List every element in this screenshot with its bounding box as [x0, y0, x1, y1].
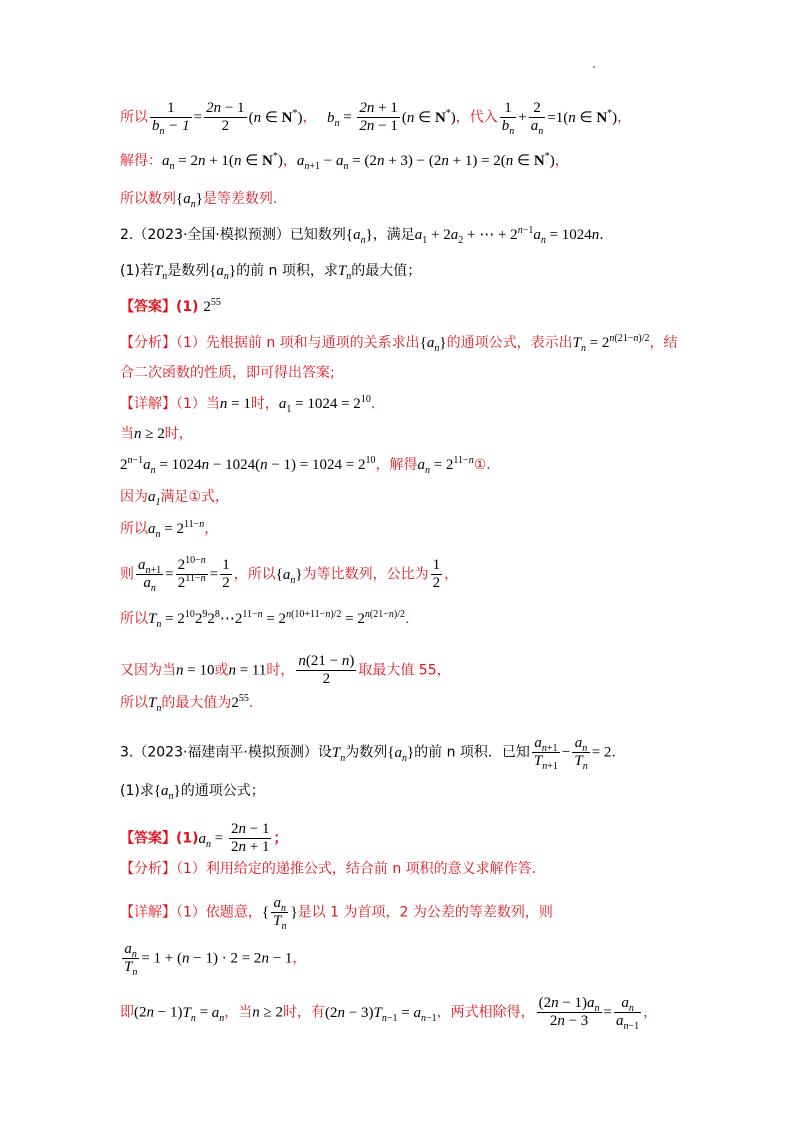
text: ， — [292, 950, 307, 967]
line-p1-1: 所以 $\frac{1}{b_n - 1}$ = $\frac{2n - 1}{2}$ (n ∈ N*)， $b_n$ = $\frac{2n + 1}{2n - 1}$ (n ∈ N*)，代入 $\frac{1}{b_n}$ + $\frac{2}{a_n}$ =1(n ∈ N*)， — [120, 100, 632, 137]
line-p1-2: 解得：$a_n = 2n + 1(n$ ∈ N*)，$a_{n+1} - a_n = (2n + 3) - (2n + 1) = 2(n$ ∈ N*)， — [120, 151, 569, 172]
q2-also: 又因为当n = 10或n = 11时， $\frac{n(21 - n)}{2}$ 取最大值 55， — [120, 653, 451, 687]
q3-answer: 【答案】$(1)a_n$ = $\frac{2n - 1}{2n + 1}$ ； — [120, 821, 288, 855]
text: 为数列 — [345, 744, 388, 761]
math-fraction: $\frac{2}{a_n}$ — [530, 100, 544, 137]
math-fraction: $\frac{a_n}{T_n}$ — [124, 941, 138, 978]
text: 所以 — [120, 611, 148, 627]
math-fraction: $\frac{a_{n+1}}{T_{n+1}}$ — [533, 735, 558, 772]
q2-so3: 所以$T_n$的最大值为$2^{55}$. — [120, 693, 254, 714]
text: (1)若 — [120, 263, 154, 279]
math-fraction: $\frac{a_n}{a_{n-1}}$ — [616, 995, 640, 1032]
text: 因为 — [120, 489, 148, 505]
q2-because: 因为$a_1$满足①式， — [120, 489, 230, 508]
text: 所以数列 — [120, 191, 176, 207]
text: 的前 n 项积，求 — [236, 263, 338, 279]
text: 即 — [120, 1004, 134, 1021]
text: 所以 — [120, 695, 148, 711]
q2-analysis-2 — [120, 363, 740, 383]
text: ， — [643, 1004, 658, 1021]
answer-tag: 【答案】 — [120, 830, 176, 847]
text: 所以 — [120, 521, 148, 537]
text: ①. — [473, 457, 491, 473]
text: (1)求 — [120, 783, 154, 799]
text: 的通项公式； — [180, 783, 265, 799]
text: （1）依题意， — [176, 904, 262, 921]
line-p1-3: 所以数列$\{a_n\}$是等差数列. — [120, 191, 278, 210]
math-fraction: $\frac{a_{n+1}}{a_n}$ — [138, 557, 162, 594]
math-fraction: $\frac{2n - 1}{2}$ — [206, 100, 245, 134]
math-fraction: $\frac{1}{2}$ — [432, 557, 441, 591]
q3-analysis — [120, 859, 740, 879]
text: 的最大值； — [351, 263, 422, 279]
math-fraction: $\frac{2n + 1}{2n - 1}$ — [359, 100, 398, 134]
text: 是数列 — [167, 263, 210, 279]
math-fraction: $\frac{2n - 1}{2n + 1}$ — [231, 821, 270, 855]
text: 又因为当 — [120, 662, 176, 679]
text: 时， — [266, 662, 295, 679]
detail-tag: 【详解】 — [120, 904, 176, 921]
analysis-tag: 【分析】 — [120, 335, 176, 351]
math-fraction: $\frac{1}{b_n}$ — [501, 100, 515, 137]
q2-then: 则 $\frac{a_{n+1}}{a_n}$ = $\frac{2^{10-n}}{2^{11-n}}$ = $\frac{1}{2}$ ，所以$\{a_n\}$为等比数列，公比为 $\frac{1}{2}$ ， — [120, 555, 459, 594]
q2-when2: 当n ≥ 2时， — [120, 426, 193, 442]
q2-equation: $2^{n-1}a_n = 1024n - 1024(n - 1) = 1024 = 2^{10}$，解得$a_n$ = $2^{11-n}①$. — [120, 455, 491, 476]
text: 的通项公式，表示出 — [446, 335, 573, 351]
text: 取最大值 55， — [358, 662, 451, 679]
text: 合二次函数的性质，即可得出答案; — [120, 365, 335, 381]
text: 2.（2023·全国·模拟预测）已知数列 — [120, 227, 346, 243]
detail-tag: 【详解】 — [120, 396, 176, 412]
math-fraction: $\frac{n(21 - n)}{2}$ — [298, 653, 355, 687]
text: 的最大值为 — [161, 695, 232, 711]
text: 的前 n 项积．已知 — [414, 744, 530, 761]
math-fraction: $\frac{1}{b_n - 1}$ — [152, 100, 190, 137]
text: 时，有 — [283, 1004, 326, 1021]
text: （1）当 — [176, 396, 220, 412]
q2-sub1: (1)若$T_n$是数列$\{a_n\}$的前 n 项积，求$T_n$的最大值； — [120, 263, 422, 282]
text: （1）利用给定的递推公式，结合前 n 项积的意义求解作答. — [176, 861, 537, 877]
analysis-tag: 【分析】 — [120, 861, 176, 877]
math-fraction: $\frac{a_n}{T_n}$ — [574, 735, 588, 772]
text: ，结 — [649, 335, 678, 351]
text: (1) — [176, 830, 199, 847]
text: ，两式相除得， — [436, 1004, 535, 1021]
text: ， — [282, 153, 297, 169]
text: ， — [554, 153, 569, 169]
text: 时， — [164, 426, 193, 442]
text: 为等比数列，公比为 — [302, 566, 429, 583]
text: 时， — [250, 396, 279, 412]
q2-detail: 【详解】（1）当n = 1时，$a_1 = 1024 = 2^{10}$. — [120, 394, 376, 415]
q3-eq: $\frac{a_n}{T_n}$ = 1 + (n − 1) · 2 = 2n − 1， — [124, 941, 307, 978]
text: . — [248, 695, 254, 711]
text: ， — [617, 109, 632, 126]
text: ； — [273, 830, 288, 847]
q2-analysis: 【分析】（1）先根据前 n 项和与通项的关系求出$\{a_n\}$的通项公式，表示出$T_n = 2^{n(21-n)/2}$，结 — [120, 333, 678, 354]
text: 当 — [120, 426, 134, 442]
page-corner-dot — [593, 66, 595, 68]
text: 或 — [214, 662, 229, 679]
text: 满足①式， — [160, 489, 230, 505]
text: ． — [611, 744, 626, 761]
text: 是等差数列. — [202, 191, 278, 207]
q3-divide: 即$(2n - 1)T_n = a_n$，当n ≥ 2时，有$(2n - 3)T_{n-1} = a_{n-1}$，两式相除得， $\frac{(2n - 1)a_n}{2n - 3}$ = $\frac{a_n}{a_{n-1}}$ ， — [120, 995, 658, 1032]
text: 所以 — [120, 109, 148, 126]
math-fraction: $\frac{a_n}{T_n}$ — [273, 895, 287, 932]
q2-answer: 【答案】(1) $2^{55}$ — [120, 297, 221, 315]
q2-header: 2.（2023·全国·模拟预测）已知数列$\{a_n\}$，满足$a_1 + 2a_2$ + ⋯ + $2^{n-1}a_n = 1024n$. — [120, 225, 604, 246]
text: 解得： — [120, 153, 162, 169]
text: ，当 — [224, 1004, 253, 1021]
math-fraction: $\frac{1}{2}$ — [222, 557, 230, 591]
q3-sub1: (1)求$\{a_n\}$的通项公式； — [120, 783, 265, 802]
text: ， — [302, 109, 317, 126]
text: (1) — [176, 299, 199, 315]
text: 3.（2023·福建南平·模拟预测）设 — [120, 744, 332, 761]
q3-detail: 【详解】（1）依题意，{ $\frac{a_n}{T_n}$ }是以 1 为首项，2 为公差的等差数列，则 — [120, 895, 553, 932]
text: 则 — [120, 566, 134, 583]
q2-so2: 所以$T_n$ = $2^{10}2^92^8\cdots 2^{11-n} = 2^{n(10+11-n)/2} = 2^{n(21-n)/2}$. — [120, 609, 410, 630]
text: 是以 1 为首项，2 为公差的等差数列，则 — [297, 904, 553, 921]
math-fraction: $\frac{2^{10-n}}{2^{11-n}}$ — [177, 555, 206, 591]
math-fraction: $\frac{(2n - 1)a_n}{2n - 3}$ — [538, 995, 600, 1029]
text: ，解得 — [375, 457, 418, 473]
answer-tag: 【答案】 — [120, 299, 176, 315]
text: ， — [444, 566, 459, 583]
text: （1）先根据前 n 项和与通项的关系求出 — [176, 335, 420, 351]
text: ，所以 — [233, 566, 276, 583]
q3-header: 3.（2023·福建南平·模拟预测）设$T_n$为数列$\{a_n\}$的前 n 项积．已知 $\frac{a_{n+1}}{T_{n+1}}$ − $\frac{a_n}{T_n}$ = 2． — [120, 735, 626, 772]
text: ，代入 — [455, 109, 498, 126]
q2-so1: 所以$a_n = 2^{11-n}$， — [120, 519, 219, 540]
text: ，满足 — [372, 227, 415, 243]
text: . — [404, 611, 410, 627]
